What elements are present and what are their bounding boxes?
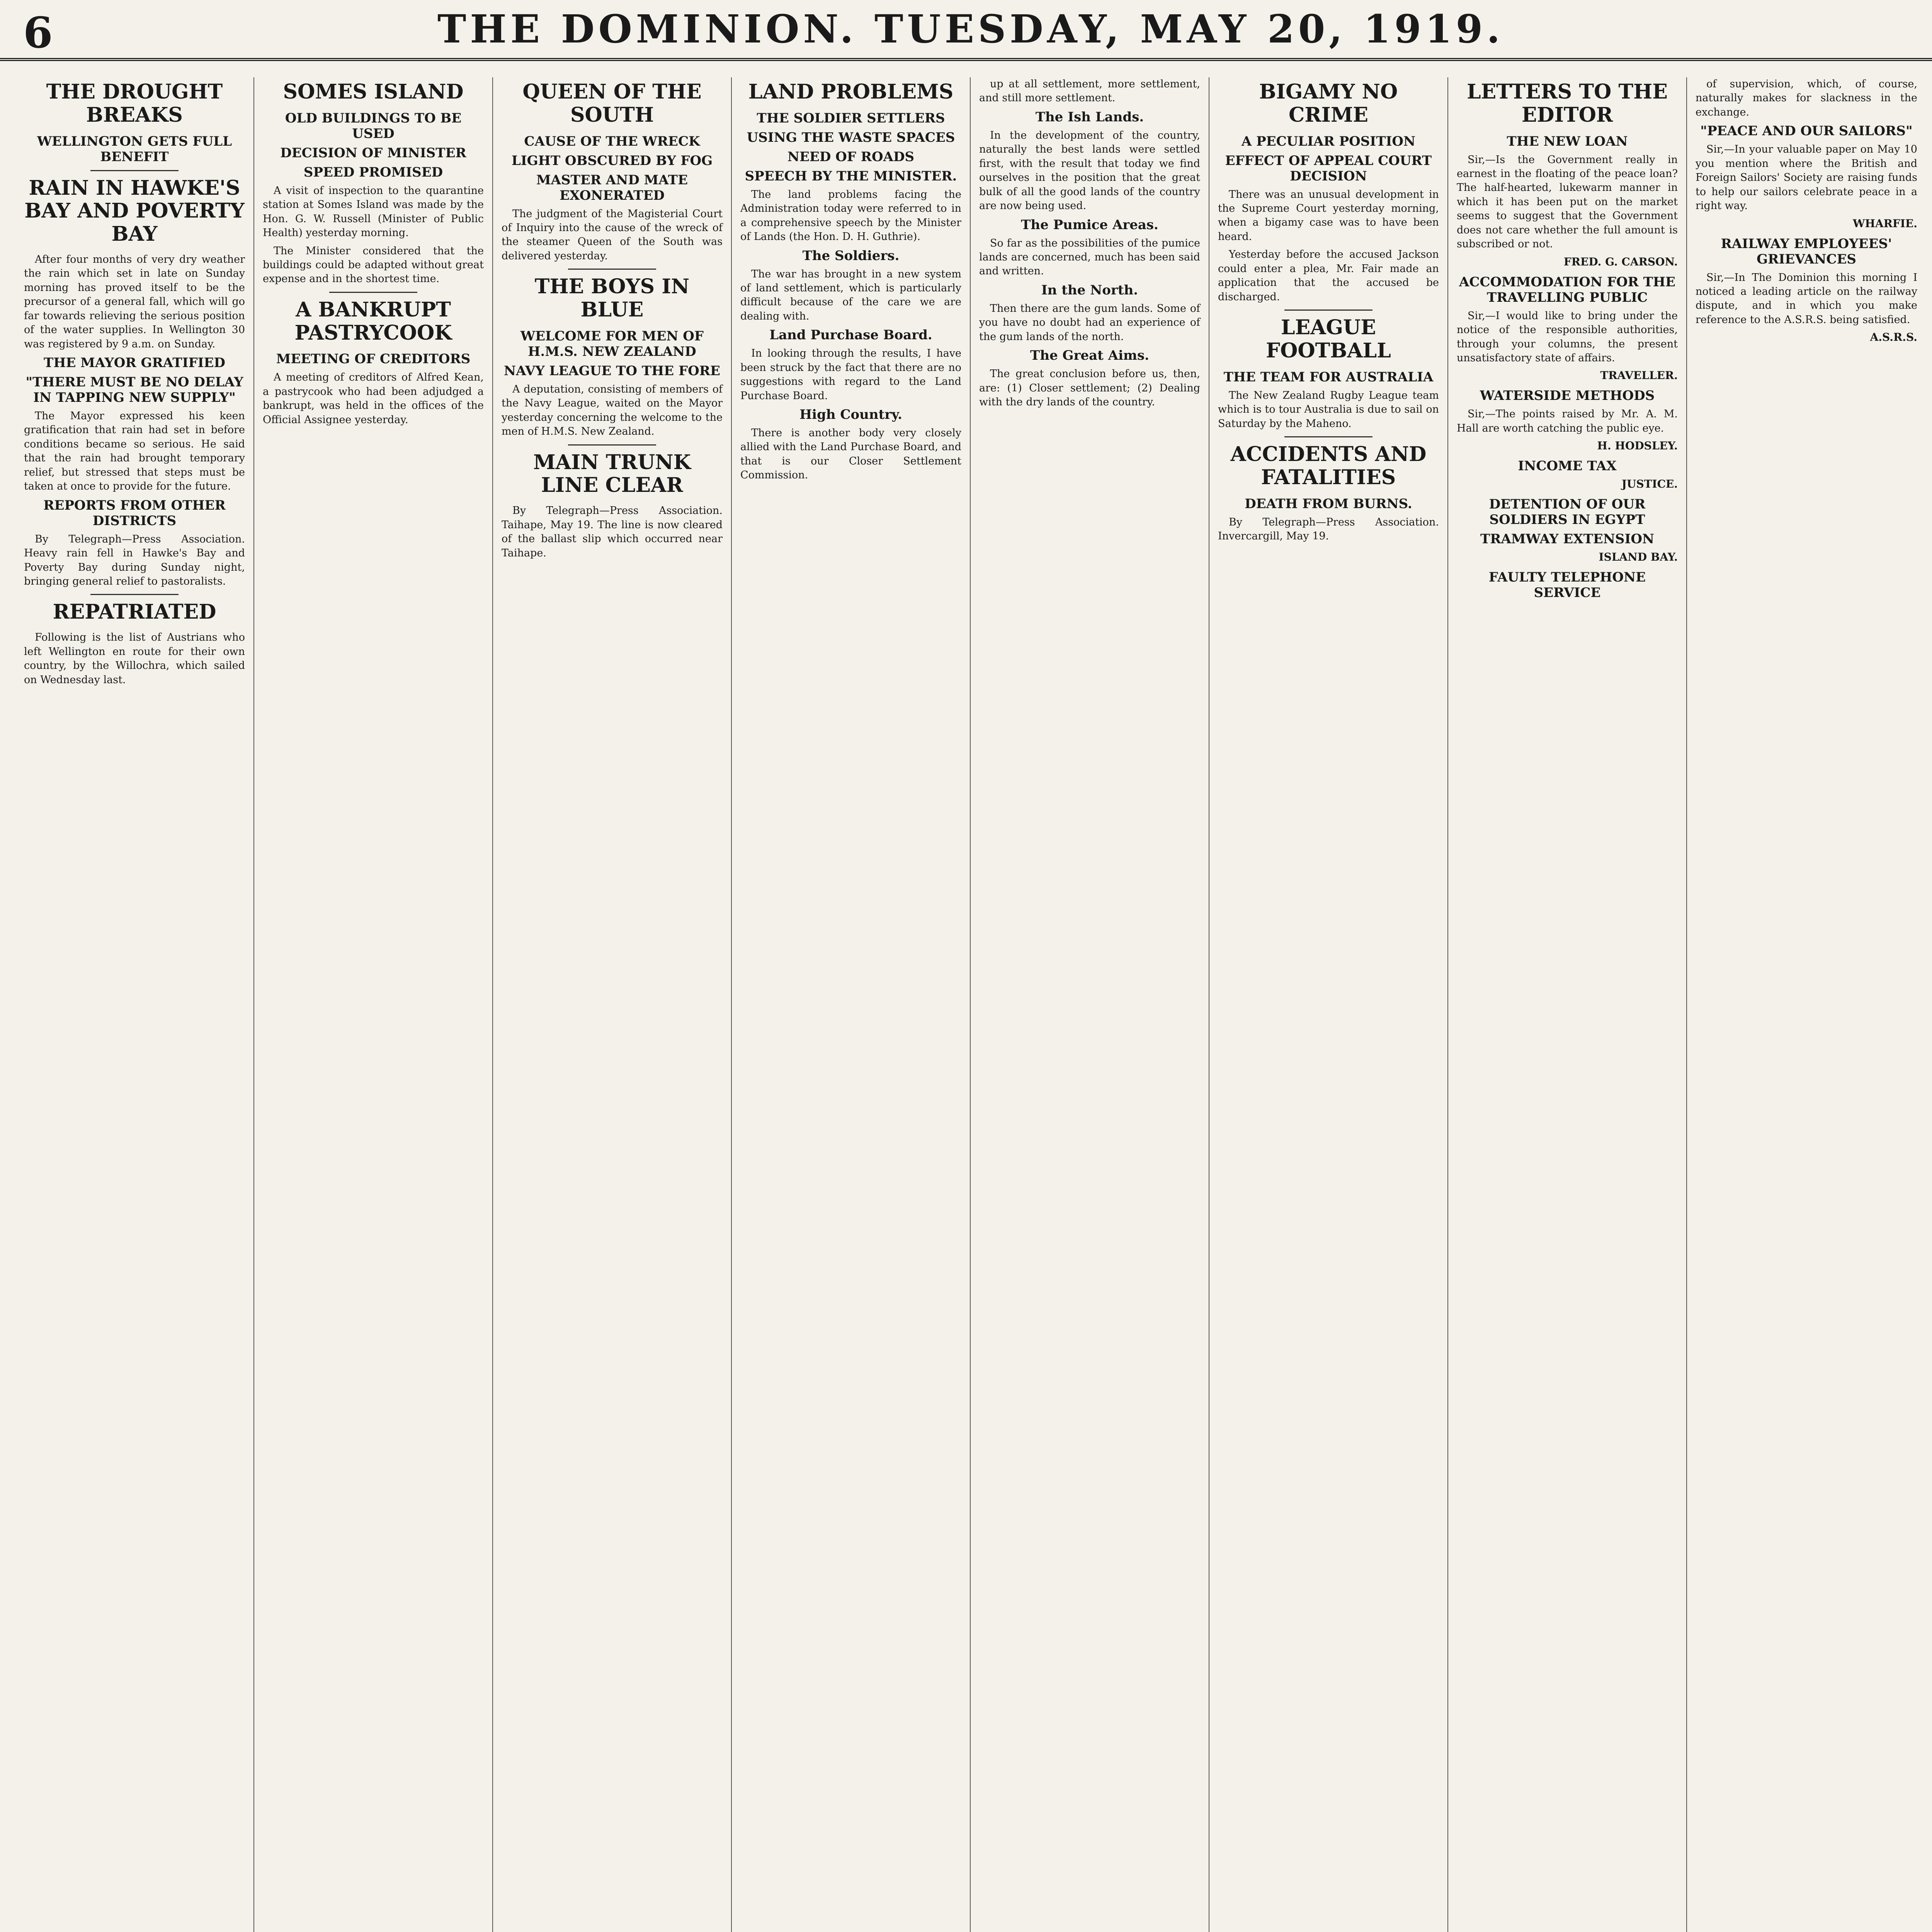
column-8 — [1687, 77, 1926, 1932]
article-body — [979, 302, 1200, 344]
subhead: MEETING OF CREDITORS — [276, 351, 471, 367]
paragraph: The great conclusion before us, then, are: (1) Closer settlement; (2) Dealing with the dry lands of the country. — [979, 368, 1200, 408]
headline: MAIN TRUNK LINE CLEAR — [533, 450, 691, 497]
subhead: DETENTION OF OUR SOLDIERS IN EGYPT — [1489, 497, 1646, 528]
paragraph: In looking through the results, I have been struck by the fact that there are no suggestions with regard to the Land Purchase Board. — [740, 347, 961, 402]
paragraph: Sir,—In your valuable paper on May 10 you mention where the British and Foreign Sailors' Society are raising funds to help our sailors celebrate peace in a right way. — [1696, 143, 1917, 212]
paragraph: A meeting of creditors of Alfred Kean, a pastrycook who had been adjudged a bankrupt, was held in the offices of the Official Assignee yesterday. — [263, 371, 484, 426]
paragraph: Then there are the gum lands. Some of you have no doubt had an experience of the gum lands of the north. — [979, 302, 1200, 343]
article-body — [1218, 515, 1439, 544]
subhead: High Country. — [799, 407, 902, 423]
paragraph: A deputation, consisting of members of the Navy League, waited on the Mayor yesterday concerning the welcome to the men of H.M.S. New Zealand. — [502, 383, 723, 438]
paragraph: By Telegraph—Press Association. Invercargill, May 19. — [1218, 516, 1439, 543]
paragraph: After four months of very dry weather the rain which set in late on Sunday morning has proved itself to be the precursor of a general fall, which will go far towards relieving the serious position of the water supplies. In Wellington 30 was registered by 9 a.m. on Sunday. — [24, 253, 245, 350]
letter-body — [1457, 407, 1678, 435]
article-body — [979, 129, 1200, 213]
headline: QUEEN OF THE SOUTH — [522, 80, 702, 127]
article-body — [502, 383, 723, 439]
paragraph: By Telegraph—Press Association. Taihape, May 19. The line is now cleared of the ballast slip which occurred near Taihape. — [502, 505, 723, 559]
article-body — [24, 409, 245, 494]
article-body — [1218, 389, 1439, 431]
columns — [15, 77, 1926, 1932]
paragraph: The New Zealand Rugby League team which is to tour Australia is due to sail on Saturday by the Maheno. — [1218, 389, 1439, 430]
article-body — [740, 426, 961, 483]
subhead: FAULTY TELEPHONE SERVICE — [1488, 570, 1646, 601]
subhead: ACCOMMODATION FOR THE TRAVELLING PUBLIC — [1459, 274, 1675, 305]
paragraph: So far as the possibilities of the pumice lands are concerned, much has been said and written. — [979, 237, 1200, 277]
paragraph: Sir,—The points raised by Mr. A. M. Hall are worth catching the public eye. — [1457, 408, 1678, 434]
paragraph: Sir,—I would like to bring under the notice of the responsible authorities, through your columns, the present unsatisfactory state of affairs. — [1457, 310, 1678, 364]
column-5 — [971, 77, 1209, 1932]
headline: ACCIDENTS AND FATALITIES — [1230, 442, 1427, 489]
column-4 — [732, 77, 971, 1932]
column-2 — [254, 77, 493, 1932]
letter-signature: FRED. G. CARSON. — [1563, 255, 1678, 268]
letter-signature: TRAVELLER. — [1600, 369, 1678, 382]
headline: RAIN IN HAWKE'S BAY AND POVERTY BAY — [24, 176, 245, 246]
divider — [568, 444, 656, 446]
headline: LETTERS TO THE EDITOR — [1467, 80, 1668, 127]
masthead — [0, 0, 1932, 61]
article-body — [263, 371, 484, 427]
letter-body — [1696, 77, 1917, 119]
headline: LAND PROBLEMS — [748, 80, 954, 104]
headline: THE DROUGHT BREAKS — [46, 80, 223, 127]
subhead: TRAMWAY EXTENSION — [1480, 531, 1655, 547]
article-body — [502, 504, 723, 560]
article-body — [24, 253, 245, 351]
paragraph: There is another body very closely allied with the Land Purchase Board, and that is our Closer Settlement Commission. — [740, 427, 961, 481]
letter-body — [1696, 143, 1917, 213]
subhead: WATERSIDE METHODS — [1480, 388, 1655, 404]
subhead: The Great Aims. — [1030, 348, 1149, 364]
column-1 — [15, 77, 254, 1932]
subhead: In the North. — [1041, 282, 1138, 298]
subhead: DEATH FROM BURNS. — [1245, 496, 1412, 512]
paragraph: The war has brought in a new system of land settlement, which is particularly difficult because of the care we are dealing with. — [740, 268, 961, 322]
subhead: RAILWAY EMPLOYEES' GRIEVANCES — [1721, 236, 1892, 267]
subhead: WELLINGTON GETS FULL BENEFIT — [37, 133, 232, 165]
headline: BIGAMY NO CRIME — [1259, 80, 1398, 127]
paragraph: The Minister considered that the buildings could be adapted without great expense and in the shortest time. — [263, 245, 484, 285]
article-body — [979, 367, 1200, 409]
article-body — [979, 236, 1200, 279]
divider — [90, 170, 179, 171]
article-body — [1218, 188, 1439, 304]
paragraph: There was an unusual development in the Supreme Court yesterday morning, when a bigamy case was to have been heard. — [1218, 188, 1439, 243]
letter-signature: A.S.R.S. — [1870, 331, 1917, 344]
headline: THE BOYS IN BLUE — [534, 275, 690, 322]
subhead: REPORTS FROM OTHER DISTRICTS — [43, 497, 226, 529]
subhead: The Pumice Areas. — [1021, 217, 1158, 233]
paragraph: In the development of the country, naturally the best lands were settled first, with the result that today we find ourselves in the position that the great bulk of all the good lands of the country are now being used. — [979, 129, 1200, 212]
subhead: DECISION OF MINISTER — [280, 145, 466, 161]
paragraph: Following is the list of Austrians who left Wellington en route for their own country, by the Willochra, which sailed on Wednesday last. — [24, 631, 245, 686]
headline: REPATRIATED — [53, 600, 216, 624]
letter-signature: WHARFIE. — [1853, 217, 1917, 230]
subhead: WELCOME FOR MEN OF H.M.S. NEW ZEALAND — [520, 328, 704, 359]
paragraph: Sir,—Is the Government really in earnest in the floating of the peace loan? The half-hearted, lukewarm manner in which it has been put on the market seems to suggest that the Government does not care whether the full amount is subscribed or not. — [1457, 153, 1678, 250]
subhead: LIGHT OBSCURED BY FOG — [511, 153, 713, 168]
letter-body — [1696, 271, 1917, 327]
divider — [329, 292, 418, 293]
headline: SOMES ISLAND — [283, 80, 464, 104]
article-body — [740, 188, 961, 244]
subhead: THE MAYOR GRATIFIED — [44, 355, 225, 371]
article-body — [979, 77, 1200, 105]
subhead: THE SOLDIER SETTLERS — [757, 110, 945, 126]
article-body — [263, 184, 484, 286]
subhead: NEED OF ROADS — [787, 149, 915, 165]
article-body — [24, 631, 245, 687]
subhead: "PEACE AND OUR SAILORS" — [1700, 123, 1913, 139]
article-body — [24, 532, 245, 589]
subhead: THE TEAM FOR AUSTRALIA — [1223, 369, 1434, 385]
paragraph: By Telegraph—Press Association. Heavy rain fell in Hawke's Bay and Poverty Bay during Sunday night, bringing general relief to pastoralists. — [24, 533, 245, 587]
divider — [1284, 310, 1373, 311]
subhead: MASTER AND MATE EXONERATED — [536, 172, 688, 203]
headline: LEAGUE FOOTBALL — [1266, 316, 1391, 362]
divider — [568, 269, 656, 270]
divider — [1284, 436, 1373, 437]
paragraph: The Mayor expressed his keen gratification that rain had set in before conditions became so serious. He said that the rain had brought temporary relief, but stressed that steps must be taken at once to provide for the future. — [24, 410, 245, 493]
newspaper-title: THE DOMINION. TUESDAY, MAY 20, 1919. — [437, 6, 1504, 52]
paragraph: The land problems facing the Administration today were referred to in a comprehensive speech by the Minister of Lands (the Hon. D. H. Guthrie). — [740, 188, 961, 243]
subhead: EFFECT OF APPEAL COURT DECISION — [1225, 153, 1432, 184]
subhead: USING THE WASTE SPACES — [747, 129, 955, 145]
letter-body — [1457, 153, 1678, 252]
column-6 — [1209, 77, 1448, 1932]
paragraph: up at all settlement, more settlement, and still more settlement. — [979, 78, 1200, 104]
subhead: THE NEW LOAN — [1507, 133, 1628, 149]
paragraph: The judgment of the Magisterial Court of Inquiry into the cause of the wreck of the steamer Queen of the South was delivered yesterday. — [502, 207, 723, 262]
subhead: INCOME TAX — [1518, 458, 1617, 474]
subhead: Land Purchase Board. — [769, 327, 932, 343]
subhead: A PECULIAR POSITION — [1241, 133, 1416, 149]
letter-body — [1457, 309, 1678, 366]
letter-signature: H. HODSLEY. — [1597, 439, 1678, 452]
page-number: 6 — [23, 8, 53, 58]
paragraph: of supervision, which, of course, naturally makes for slackness in the exchange. — [1696, 78, 1917, 118]
subhead: OLD BUILDINGS TO BE USED — [285, 110, 462, 141]
subhead: "THERE MUST BE NO DELAY IN TAPPING NEW SUPPLY" — [26, 374, 243, 406]
paragraph: Yesterday before the accused Jackson could enter a plea, Mr. Fair made an application that the accused be discharged. — [1218, 248, 1439, 303]
column-7 — [1448, 77, 1687, 1932]
subhead: The Soldiers. — [802, 248, 900, 264]
subhead: NAVY LEAGUE TO THE FORE — [504, 363, 720, 379]
article-body — [740, 267, 961, 324]
article-body — [502, 207, 723, 264]
column-3 — [493, 77, 732, 1932]
subhead: CAUSE OF THE WRECK — [524, 133, 700, 149]
article-body — [740, 347, 961, 403]
subhead: SPEECH BY THE MINISTER. — [745, 168, 957, 184]
paragraph: A visit of inspection to the quarantine station at Somes Island was made by the Hon. G. W. Russell (Minister of Public Health) yesterday morning. — [263, 184, 484, 239]
letter-signature: JUSTICE. — [1621, 478, 1678, 491]
headline: A BANKRUPT PASTRYCOOK — [294, 298, 452, 345]
paragraph: Sir,—In The Dominion this morning I noticed a leading article on the railway dispute, and in which you make reference to the A.S.R.S. being satisfied. — [1696, 271, 1917, 326]
subhead: SPEED PROMISED — [303, 164, 443, 180]
letter-signature: ISLAND BAY. — [1599, 551, 1678, 564]
divider — [90, 594, 179, 595]
subhead: The Ish Lands. — [1035, 109, 1144, 125]
